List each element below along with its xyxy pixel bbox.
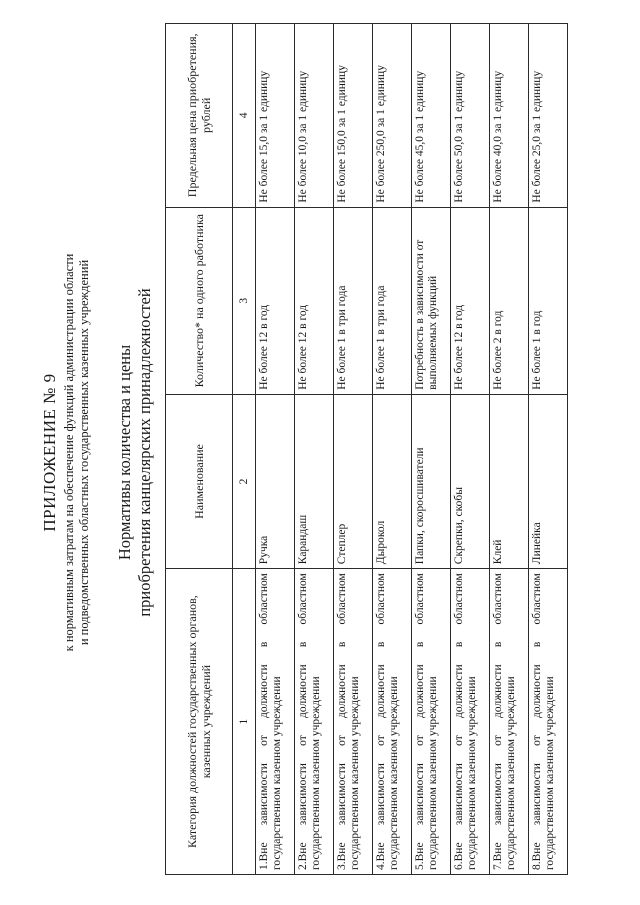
price-cell: Не более 150,0 за 1 единицу [334,24,373,208]
category-cell: 5.Вне зависимости от должности в областном государственном казенном учреждении [412,569,451,875]
appendix-subtitle [62,0,92,905]
appendix-title: ПРИЛОЖЕНИЕ № 9 [40,373,59,532]
appendix-subtitle-line2: и подведомственных областных государственных казенных учреждений [77,259,91,646]
quantity-cell: Не более 12 в год [451,207,490,394]
section-title-line1: Нормативы количества и цены [115,344,134,561]
name-cell: Степлер [334,394,373,568]
price-cell: Не более 50,0 за 1 единицу [451,24,490,208]
price-cell: Не более 25,0 за 1 единицу [529,24,568,208]
category-cell: 3.Вне зависимости от должности в областном государственном казенном учреждении [334,569,373,875]
price-cell: Не более 250,0 за 1 единицу [373,24,412,208]
quantity-cell: Не более 12 в год [295,207,334,394]
column-number: 2 [233,394,256,568]
name-cell: Линейка [529,394,568,568]
column-number-row [233,24,256,875]
category-cell: 1.Вне зависимости от должности в областном государственном казенном учреждении [256,569,295,875]
quantity-cell: Не более 1 в год [529,207,568,394]
quantity-cell: Не более 1 в три года [373,207,412,394]
category-cell: 4.Вне зависимости от должности в областном государственном казенном учреждении [373,569,412,875]
table-header-row [166,24,233,875]
price-cell: Не более 40,0 за 1 единицу [490,24,529,208]
name-cell: Ручка [256,394,295,568]
section-title-line2: приобретения канцелярских принадлежностей [135,288,154,617]
price-cell: Не более 15,0 за 1 единицу [256,24,295,208]
column-header-category: Категория должностей государственных органов, казенных учреждений [166,569,233,875]
column-header-price: Предельная цена приобретения, рублей [166,24,233,208]
category-cell: 8.Вне зависимости от должности в областном государственном казенном учреждении [529,569,568,875]
quantity-cell: Не более 12 в год [256,207,295,394]
price-cell: Не более 45,0 за 1 единицу [412,24,451,208]
table-row [256,24,295,875]
name-cell: Дырокол [373,394,412,568]
name-cell: Папки, скоросшиватели [412,394,451,568]
table-row [529,24,568,875]
column-number: 1 [233,569,256,875]
table-row [295,24,334,875]
category-cell: 6.Вне зависимости от должности в областном государственном казенном учреждении [451,569,490,875]
quantity-cell: Не более 1 в три года [334,207,373,394]
appendix-subtitle-line1: к нормативным затратам на обеспечение функций администрации области [62,253,76,652]
table-row [412,24,451,875]
column-number: 3 [233,207,256,394]
category-cell: 7.Вне зависимости от должности в областном государственном казенном учреждении [490,569,529,875]
column-header-name: Наименование [166,394,233,568]
category-cell: 2.Вне зависимости от должности в областном государственном казенном учреждении [295,569,334,875]
name-cell: Карандаш [295,394,334,568]
section-title [115,0,155,905]
column-number: 4 [233,24,256,208]
quantity-cell: Не более 2 в год [490,207,529,394]
table-row [334,24,373,875]
column-header-quantity: Количество* на одного работника [166,207,233,394]
table-row [373,24,412,875]
quantity-cell: Потребность в зависимости от выполняемых функций [412,207,451,394]
price-cell: Не более 10,0 за 1 единицу [295,24,334,208]
name-cell: Клей [490,394,529,568]
table-row [490,24,529,875]
norms-table [165,23,568,875]
table-row [451,24,490,875]
name-cell: Скрепки, скобы [451,394,490,568]
